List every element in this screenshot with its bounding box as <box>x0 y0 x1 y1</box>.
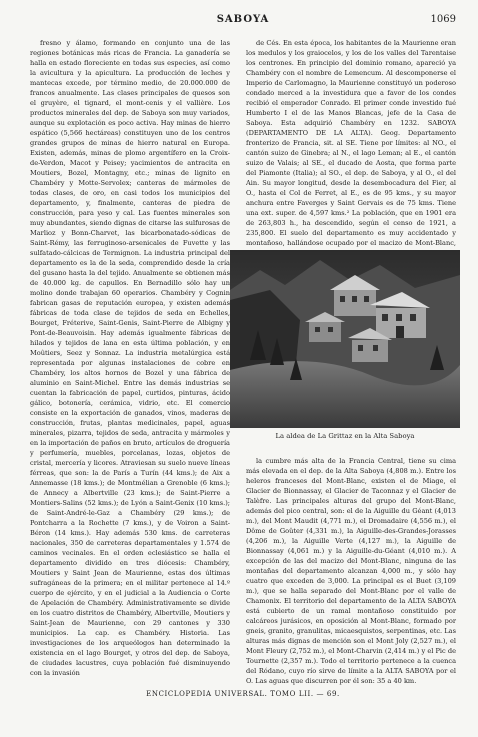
left-column <box>30 38 230 683</box>
village-photo-illustration <box>230 250 460 428</box>
page-number: 1069 <box>430 14 456 25</box>
page-header <box>30 14 456 32</box>
right-column-bottom <box>246 456 456 683</box>
page-footer: ENCICLOPEDIA UNIVERSAL. TOMO LII. — 69. <box>146 690 340 698</box>
figure-caption: La aldea de La Grittaz en la Alta Saboya <box>275 432 415 440</box>
right-column-bottom-text: la cumbre más alta de la Francia Central, tiene su cima más elevada en el dep. de la Alta Saboya (4,808 m.). Entre los heleros franceses del Mont-Blanc, existen el de Miage, el Glacier de Bionnassay, el Glacier de Taconnaz y el Glacier de Talèfre. Las principales alturas del grupo del Mont-Blanc, además del pico central, son: el de la Aiguille du Géant (4,013 m.), del Mont Maudit (4,771 m.), el Dromadaire (4,556 m.), el Dôme de Goûter (4,331 m.), la Aiguille-des-Grandes-Jorasses (4,206 m.), la Aiguille Verte (4,127 m.), la Aiguille de Bionnassay (4,061 m.) y la Aiguille-du-Géant (4,010 m.). A excepción de las del macizo del Mont-Blanc, ninguna de las montañas del departamento alcanzan 4,000 m., y sólo hay cuatro que exceden de 3,000. La principal es el Buet (3,109 m.), que se halla separado del Mont-Blanc por el valle de Chamonix. El territorio del departamento de la ALTA SABOYA está cubierto de un ramal montañoso constituido por calcáreos jurásicos, en oposición al Mont-Blanc, formado por gneis, granito, granulitas, micaesquistos, serpentinas, etc. Las alturas más dignas de mención son el Mont Joly (2,527 m.), el Mont Fleury (2,752 m.), el Mont-Charvin (2,414 m.) y el Pic de Tournette (2,357 m.). Todo el territorio pertenece a la cuenca del Ródano, cuyo río sirve de límite a la ALTA SABOYA por el O. Las aguas que discurren por él son: 35 a 40 km. <box>246 457 456 685</box>
left-column-text: fresno y álamo, formando en conjunto una de las regiones botánicas más ricas de Francia. La ganadería se halla en estado floreciente en todas sus especies, así como la avicultura y la apicultura. La producción de leches y mantecas excede, por término medio, de 20.000.000 de francos anualmente. Las clases principales de quesos son el gruyère, el tignard, el mont-cenis y el vallière. Los productos minerales del dep. de Saboya son muy variados, aunque su explotación es poco activa. Hay minas de hierro espático (5,566 hectáreas) constituyen uno de los centros grandes grupos de minas de hierro natural en Europa. Existen, además, minas de plomo argentífero en la Croix-de-Verdon, Macot y Peisey; yacimientos de antracita en Moutiers, Bozel, Montagny, etc.; minas de lignito en Chambéry y Motte-Servolex; canteras de mármoles de todas clases, de oro, en casi todos los municipios del departamento, y, finalmente, canteras de piedra de construcción, para yeso y cal. Las fuentes minerales son muy abundantes, siendo dignas de citarse las sulfurosas de Marlioz y Bonn-Charvet, las bicarbonatado-sódicas de Saint-Rémy, las ferruginoso-arsenicales de Fuvette y las sulfatado-cálcicas de Termignon. La industria principal del departamento es la de la seda, comprendido desde la cría del gusano hasta la del tejido. Anualmente se obtienen más de 40.000 kg. de capullos. En Bernadillo sólo hay un molino donde trabajan 60 operarios. Chambéry y Cognin fabrican gasas de reputación europea, y existen además fábricas de toda clase de tejidos de seda en Echelles, Bourget, Fréterive, Saint-Genis, Saint-Pierre de Albigny y Pont-de-Beauvoisin. Hay además igualmente fábricas de hilados y tejidos de lana en esta última población, y en Moûtiers, Seez y Sonnaz. La industria metalúrgica está representada por algunas instalaciones de cobre en Chambéry, los altos hornos de Bozel y una fábrica de aluminio en Saint-Michel. Entre las demás industrias se cuentan la fabricación de papel, curtidos, pinturas, ácido gálico, botonería, cerámica, vidrio, etc. El comercio consiste en la exportación de ganados, vinos, maderas de construcción, frutas, plantas medicinales, papel, aguas minerales, pizarra, tejidos de seda, antracita y mármoles y en la importación de paños en bruto, artículos de droguería y perfumería, muebles, porcelanas, lozas, objetos de cristal, mercería y licores. Atraviesan su suelo nueve líneas férreas, que son: la de París a Turín (44 kms.); de Aix a Annemasse (18 kms.); de Montmélian a Grenoble (6 kms.); de Annecy a Albertville (23 kms.); de Saint-Pierre a Montiers-Salins (52 kms.); de Lyón a Saint-Genix (10 kms.); de Saint-André-le-Gaz a Chambéry (29 kms.); de Pontcharra a la Rochette (7 kms.), y de Voiron a Saint-Béron (14 kms.). Hay además 530 kms. de carreteras nacionales, 350 de carreteras departamentales y 1.574 de caminos vecinales. En el orden eclesiástico se halla el departamento dividido en tres diócesis: Chambéry, Moutiers y Saint Jean de Maurienne, estas dos últimas sufragáneas de la primera; en el militar pertenece al 14.º cuerpo de ejército, y en el judicial a la Audiencia o Corte de Apelación de Chambéry. Administrativamente se divide en los cuatro distritos de Chambéry, Albertville, Moutiers y Saint-Jean de Maurienne, con 29 cantones y 330 municipios. La cap. es Chambéry. Historia. Las investigaciones de los arqueólogos han determinado la existencia en el lago Bourget, y otros del dep. de Saboya, de ciudades lacustres, cuya población fué disminuyendo con la invasión <box>30 39 230 677</box>
right-column-top <box>246 38 456 246</box>
running-head: SABOYA <box>216 14 270 25</box>
village-photograph <box>230 250 460 428</box>
right-column-top-text: de Cés. En esta época, los habitantes de la Maurienne eran los medulos y los graiocelos, y los de los valles del Tarentaise los centrones. En principio del dominio romano, apareció ya Chambéry con el nombre de Lemencum. Al descomponerse el Imperio de Carlomagno, la Maurienne constituyó un poderoso condado merced a la investidura que a favor de los condes recibió el emperador Conrado. El primer conde investido fué Humberto I el de las Manos Blancas, jefe de la Casa de Saboya. Esta adquirió Chambéry en 1232. SABOYA (DEPARTAMENTO DE LA ALTA). Geog. Departamento fronterizo de Francia, sit. al SE. Tiene por límites: al NO., el cantón suizo de Ginebra; al N., el lago Leman; al E., el cantón suizo de Valais; al SE., el ducado de Aosta, que forma parte del Piamonte (Italia); al SO., el dep. de Saboya, y al O., el del Ain. Su mayor longitud, desde la desembocadura del Fier, al O., hasta el Col de Ferret, al E., es de 95 kms., y su mayor anchura entre Faverges y Saint Gervais es de 75 kms. Tiene una ext. super. de 4,597 kms.² La población, que en 1901 era de 263,803 h., ha descendido, según el censo de 1921, a 235,800. El suelo del departamento es muy accidentado y montañoso, hallándose ocupado por el macizo de Mont-Blanc, <box>246 39 456 247</box>
